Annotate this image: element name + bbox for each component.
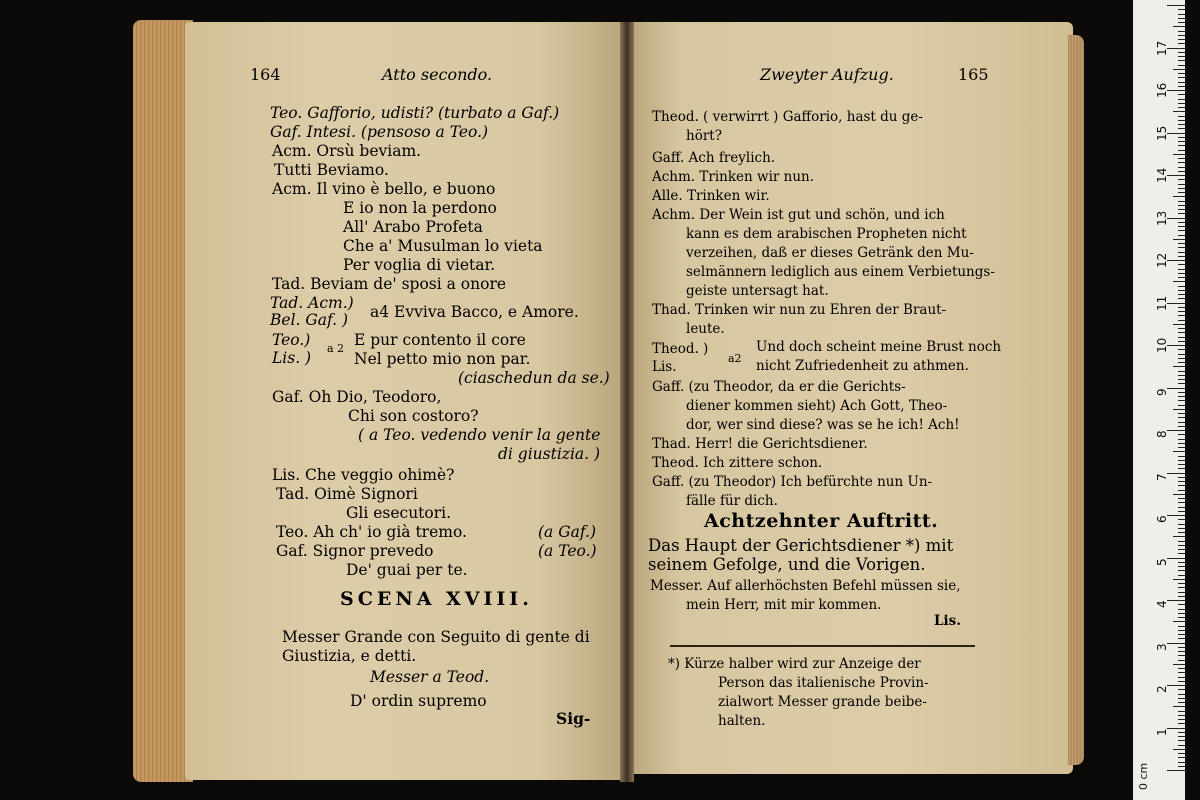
ruler-tick	[1178, 332, 1185, 333]
ruler-tick	[1173, 26, 1185, 27]
text-line: Gli esecutori.	[346, 504, 452, 522]
ruler-tick	[1178, 456, 1185, 457]
ruler-tick	[1167, 90, 1185, 91]
ruler-tick	[1178, 507, 1185, 508]
ruler-tick	[1173, 366, 1185, 367]
ruler-tick	[1178, 723, 1185, 724]
ruler-number: 11	[1155, 295, 1169, 311]
text-line: Gaf. Oh Dio, Teodoro,	[272, 388, 442, 406]
ruler-tick	[1178, 528, 1185, 529]
ruler-tick	[1178, 396, 1185, 397]
ruler-tick	[1178, 52, 1185, 53]
stage-line: Giustizia, e detti.	[282, 647, 417, 665]
ruler-tick	[1178, 745, 1185, 746]
ruler-tick	[1178, 311, 1185, 312]
text-line: Tad. Beviam de' sposi a onore	[272, 275, 507, 293]
ruler-tick	[1178, 626, 1185, 627]
scene-line: seinem Gefolge, und die Vorigen.	[648, 555, 926, 574]
ruler-tick	[1178, 464, 1185, 465]
ruler-tick	[1167, 600, 1185, 601]
ruler-tick	[1178, 243, 1185, 244]
ruler-tick	[1178, 337, 1185, 338]
scene-line: Messer. Auf allerhöchsten Befehl müssen sie,	[650, 578, 961, 594]
ruler-tick	[1178, 485, 1185, 486]
ruler-tick	[1178, 269, 1185, 270]
text-line: Teo. Gafforio, udisti? (turbato a Gaf.)	[270, 104, 560, 122]
ruler-tick	[1167, 133, 1185, 134]
ruler-tick	[1178, 209, 1185, 210]
ruler-tick	[1178, 354, 1185, 355]
ruler-tick	[1178, 468, 1185, 469]
ruler-tick	[1178, 511, 1185, 512]
ruler-tick	[1178, 294, 1185, 295]
ruler-tick	[1178, 201, 1185, 202]
ruler-tick	[1178, 413, 1185, 414]
ruler-tick	[1173, 154, 1185, 155]
running-head: Atto secondo.	[382, 65, 493, 84]
catchword: Sig-	[556, 709, 591, 728]
text-line: (ciaschedun da se.)	[458, 369, 610, 387]
scene-line: mein Herr, mit mir kommen.	[686, 597, 882, 613]
text-line: Teo.)	[272, 331, 311, 349]
ruler-tick	[1178, 502, 1185, 503]
ruler-tick	[1178, 116, 1185, 117]
ruler-tick	[1178, 286, 1185, 287]
ruler-tick	[1178, 35, 1185, 36]
ruler-number: 14	[1155, 167, 1169, 183]
text-line: leute.	[686, 321, 725, 337]
footnote-line: halten.	[718, 713, 766, 729]
ruler-tick	[1178, 77, 1185, 78]
text-line: Gaf. Signor prevedo	[276, 542, 434, 560]
ruler-tick	[1178, 86, 1185, 87]
ruler-tick	[1167, 175, 1185, 176]
text-line: Che a' Musulman lo vieta	[343, 237, 543, 255]
ruler-tick	[1178, 638, 1185, 639]
ruler-tick	[1178, 290, 1185, 291]
text-line: Theod. Ich zittere schon.	[652, 455, 823, 471]
text-line: verzeihen, daß er dieses Getränk den Mu-	[686, 245, 974, 261]
text-line: De' guai per te.	[346, 561, 468, 579]
text-line: selmännern lediglich aus einem Verbietungs-	[686, 264, 995, 280]
ruler-tick	[1178, 689, 1185, 690]
ruler-tick	[1178, 498, 1185, 499]
ruler-tick	[1178, 171, 1185, 172]
ruler-tick	[1167, 685, 1185, 686]
ruler-tick	[1167, 345, 1185, 346]
ruler-tick	[1178, 651, 1185, 652]
ruler-tick	[1178, 22, 1185, 23]
text-line: Thad. Herr! die Gerichtsdiener.	[652, 436, 868, 452]
text-line: E pur contento il core	[354, 331, 526, 349]
ruler-tick	[1178, 39, 1185, 40]
ruler-tick	[1178, 562, 1185, 563]
ruler-tick	[1178, 124, 1185, 125]
footnote-line: *) Kürze halber wird zur Anzeige der	[668, 656, 921, 672]
ruler-tick	[1178, 422, 1185, 423]
ruler-tick	[1178, 672, 1185, 673]
ruler-tick	[1167, 260, 1185, 261]
ruler-tick	[1178, 766, 1185, 767]
ruler-tick	[1178, 596, 1185, 597]
text-line: Per voglia di vietar.	[343, 256, 496, 274]
ruler-tick	[1178, 532, 1185, 533]
ruler-tick	[1178, 392, 1185, 393]
text-line: E io non la perdono	[343, 199, 497, 217]
ruler-tick	[1178, 519, 1185, 520]
text-line: fälle für dich.	[686, 493, 778, 509]
text-line: Und doch scheint meine Brust noch	[756, 339, 1002, 355]
page-number: 165	[958, 65, 989, 84]
ruler-tick	[1178, 371, 1185, 372]
ruler-tick	[1178, 9, 1185, 10]
ruler-tick	[1178, 150, 1185, 151]
ruler-tick	[1178, 158, 1185, 159]
text-line: nicht Zufriedenheit zu athmen.	[756, 358, 969, 374]
ruler-tick	[1173, 111, 1185, 112]
ruler-tick	[1178, 549, 1185, 550]
ruler-tick	[1167, 5, 1185, 6]
text-line: diener kommen sieht) Ach Gott, Theo-	[686, 398, 948, 414]
book-edge-right	[1068, 35, 1084, 765]
ruler-tick	[1167, 643, 1185, 644]
ruler-tick	[1178, 226, 1185, 227]
ruler-tick	[1178, 566, 1185, 567]
text-line: hört?	[686, 128, 722, 144]
text-line: a 2	[327, 342, 345, 355]
text-line: a2	[728, 352, 742, 365]
ruler-tick	[1178, 273, 1185, 274]
text-line: Chi son costoro?	[348, 407, 479, 425]
text-line: a4 Evviva Bacco, e Amore.	[370, 303, 579, 321]
ruler-tick	[1178, 541, 1185, 542]
ruler-tick	[1178, 230, 1185, 231]
ruler-tick	[1178, 137, 1185, 138]
text-line: Tutti Beviamo.	[274, 161, 389, 179]
text-line: (a Teo.)	[538, 542, 597, 560]
ruler-tick	[1178, 702, 1185, 703]
ruler-tick	[1178, 179, 1185, 180]
text-line: Acm. Il vino è bello, e buono	[272, 180, 496, 198]
ruler-tick	[1178, 604, 1185, 605]
ruler-tick	[1173, 196, 1185, 197]
ruler-tick	[1178, 315, 1185, 316]
ruler-tick	[1178, 213, 1185, 214]
ruler-tick	[1178, 73, 1185, 74]
ruler-tick	[1178, 434, 1185, 435]
ruler-tick	[1178, 681, 1185, 682]
ruler-tick	[1178, 14, 1185, 15]
ruler-tick	[1173, 664, 1185, 665]
ruler-tick	[1178, 740, 1185, 741]
text-line: geiste untersagt hat.	[686, 283, 829, 299]
ruler-tick	[1178, 762, 1185, 763]
ruler-tick	[1178, 162, 1185, 163]
ruler-tick	[1178, 141, 1185, 142]
ruler-tick	[1178, 524, 1185, 525]
text-line: Alle. Trinken wir.	[652, 188, 770, 204]
ruler-tick	[1178, 694, 1185, 695]
stage-line: D' ordin supremo	[350, 692, 487, 710]
ruler-tick	[1178, 362, 1185, 363]
ruler-number: 15	[1155, 125, 1169, 141]
ruler-tick	[1178, 443, 1185, 444]
ruler-tick	[1167, 303, 1185, 304]
ruler-tick	[1178, 583, 1185, 584]
ruler-tick	[1173, 451, 1185, 452]
ruler-tick	[1178, 417, 1185, 418]
text-line: Theod. ( verwirrt ) Gafforio, hast du ge-	[652, 109, 923, 125]
ruler-tick	[1167, 473, 1185, 474]
ruler-tick	[1178, 481, 1185, 482]
footnote-line: Person das italienische Provin-	[718, 675, 929, 691]
text-line: (a Gaf.)	[538, 523, 596, 541]
text-line: Bel. Gaf. )	[270, 311, 349, 329]
ruler-tick	[1178, 753, 1185, 754]
running-head: Zweyter Aufzug.	[760, 65, 894, 84]
ruler-tick	[1178, 167, 1185, 168]
ruler-tick	[1173, 324, 1185, 325]
ruler-tick	[1178, 617, 1185, 618]
ruler-tick	[1167, 515, 1185, 516]
ruler-number: 12	[1155, 252, 1169, 268]
ruler-tick	[1178, 400, 1185, 401]
text-line: di giustizia. )	[498, 445, 601, 463]
ruler-tick	[1178, 630, 1185, 631]
ruler-tick	[1167, 388, 1185, 389]
text-line: Gaff. (zu Theodor) Ich befürchte nun Un-	[652, 474, 933, 490]
ruler-tick	[1178, 609, 1185, 610]
book-edge-left	[133, 20, 193, 782]
ruler-number: 3	[1155, 642, 1169, 651]
ruler-tick	[1178, 660, 1185, 661]
ruler-tick	[1178, 341, 1185, 342]
text-line: Nel petto mio non par.	[354, 350, 531, 368]
scene-title: Achtzehnter Auftritt.	[704, 510, 939, 532]
ruler-tick	[1178, 107, 1185, 108]
ruler-number: 16	[1155, 82, 1169, 98]
book-gutter	[620, 22, 634, 782]
ruler-tick	[1173, 281, 1185, 282]
ruler-tick	[1178, 405, 1185, 406]
ruler-number: 7	[1155, 472, 1169, 481]
ruler-tick	[1178, 320, 1185, 321]
ruler-tick	[1178, 447, 1185, 448]
ruler-tick	[1178, 575, 1185, 576]
ruler-tick	[1178, 307, 1185, 308]
ruler-tick	[1178, 477, 1185, 478]
ruler-tick	[1178, 192, 1185, 193]
ruler-tick	[1173, 494, 1185, 495]
text-line: Lis.	[652, 359, 677, 375]
footnote-line: zialwort Messer grande beibe-	[718, 694, 927, 710]
ruler-tick	[1167, 558, 1185, 559]
ruler-number: 8	[1155, 430, 1169, 438]
text-line: Tad. Oimè Signori	[276, 485, 418, 503]
ruler-number: 6	[1155, 515, 1169, 523]
ruler-tick	[1178, 120, 1185, 121]
ruler-tick	[1178, 698, 1185, 699]
ruler-tick	[1178, 252, 1185, 253]
page-number: 164	[250, 65, 281, 84]
stage-line: Messer a Teod.	[370, 668, 490, 686]
text-line: dor, wer sind diese? was se he ich! Ach!	[686, 417, 960, 433]
ruler-tick	[1178, 587, 1185, 588]
ruler-tick	[1167, 430, 1185, 431]
ruler-tick	[1178, 490, 1185, 491]
ruler-tick	[1178, 592, 1185, 593]
ruler-tick	[1173, 706, 1185, 707]
ruler-tick	[1178, 736, 1185, 737]
ruler-tick	[1178, 31, 1185, 32]
ruler-number: 1	[1155, 727, 1169, 736]
ruler-tick	[1167, 218, 1185, 219]
ruler-tick	[1178, 711, 1185, 712]
measuring-ruler: 1 2 3 4 5 6 7 8 9 10 11 12 13 14 15 16 17 0 cm	[1133, 0, 1185, 800]
ruler-tick	[1178, 103, 1185, 104]
ruler-tick	[1178, 553, 1185, 554]
ruler-tick	[1167, 770, 1185, 771]
ruler-tick	[1178, 715, 1185, 716]
scene-title: SCENA XVIII.	[340, 588, 533, 610]
ruler-tick	[1178, 128, 1185, 129]
ruler-number: 4	[1155, 600, 1169, 608]
ruler-tick	[1178, 65, 1185, 66]
ruler-tick	[1178, 235, 1185, 236]
ruler-tick	[1178, 277, 1185, 278]
ruler-tick	[1178, 349, 1185, 350]
ruler-tick	[1178, 634, 1185, 635]
catchword: Lis.	[934, 613, 961, 629]
ruler-tick	[1178, 60, 1185, 61]
text-line: Acm. Orsù beviam.	[272, 142, 422, 160]
text-line: All' Arabo Profeta	[343, 218, 483, 236]
ruler-tick	[1178, 439, 1185, 440]
ruler-tick	[1178, 184, 1185, 185]
ruler-tick	[1173, 409, 1185, 410]
text-line: Lis. )	[272, 349, 312, 367]
text-line: Teo. Ah ch' io già tremo.	[276, 523, 467, 541]
ruler-number: 9	[1155, 387, 1169, 396]
ruler-tick	[1178, 375, 1185, 376]
ruler-tick	[1178, 94, 1185, 95]
ruler-tick	[1167, 728, 1185, 729]
ruler-tick	[1173, 621, 1185, 622]
ruler-number: 5	[1155, 557, 1169, 566]
ruler-tick	[1173, 239, 1185, 240]
ruler-tick	[1178, 732, 1185, 733]
text-line: ( a Teo. vedendo venir la gente	[358, 426, 601, 444]
ruler-tick	[1173, 749, 1185, 750]
ruler-tick	[1178, 570, 1185, 571]
ruler-tick	[1178, 43, 1185, 44]
text-line: Achm. Der Wein ist gut und schön, und ich	[652, 207, 945, 223]
ruler-tick	[1178, 613, 1185, 614]
text-line: Achm. Trinken wir nun.	[652, 169, 815, 185]
ruler-tick	[1178, 328, 1185, 329]
ruler-tick	[1178, 460, 1185, 461]
ruler-tick	[1178, 647, 1185, 648]
ruler-tick	[1178, 379, 1185, 380]
ruler-number: 17	[1155, 40, 1169, 56]
ruler-tick	[1173, 69, 1185, 70]
stage-line: Messer Grande con Seguito di gente di	[282, 628, 590, 646]
ruler-tick	[1178, 222, 1185, 223]
ruler-tick	[1178, 145, 1185, 146]
ruler-tick	[1178, 298, 1185, 299]
ruler-tick	[1178, 56, 1185, 57]
text-line: Gaff. Ach freylich.	[652, 150, 776, 166]
ruler-tick	[1178, 358, 1185, 359]
scene-line: Das Haupt der Gerichtsdiener *) mit	[648, 536, 954, 555]
ruler-number: 2	[1155, 685, 1169, 693]
ruler-tick	[1178, 264, 1185, 265]
ruler-tick	[1178, 99, 1185, 100]
ruler-tick	[1178, 205, 1185, 206]
ruler-tick	[1178, 383, 1185, 384]
text-line: Thad. Trinken wir nun zu Ehren der Braut-	[652, 302, 947, 318]
text-line: Gaff. (zu Theodor, da er die Gerichts-	[652, 379, 906, 395]
ruler-tick	[1178, 757, 1185, 758]
ruler-tick	[1167, 48, 1185, 49]
text-line: Tad. Acm.)	[270, 294, 354, 312]
ruler-number: 10	[1155, 337, 1169, 353]
ruler-tick	[1178, 426, 1185, 427]
ruler-tick	[1178, 82, 1185, 83]
ruler-tick	[1178, 719, 1185, 720]
ruler-tick	[1173, 536, 1185, 537]
footnote-rule	[670, 645, 975, 647]
ruler-tick	[1178, 247, 1185, 248]
ruler-tick	[1178, 668, 1185, 669]
ruler-tick	[1178, 655, 1185, 656]
text-line: Gaf. Intesi. (pensoso a Teo.)	[270, 123, 489, 141]
ruler-number: 13	[1155, 210, 1169, 226]
ruler-tick	[1178, 18, 1185, 19]
text-line: Theod. )	[652, 341, 709, 357]
text-line: Lis. Che veggio ohimè?	[272, 466, 455, 484]
text-line: kann es dem arabischen Propheten nicht	[686, 226, 967, 242]
ruler-tick	[1173, 579, 1185, 580]
ruler-tick	[1178, 188, 1185, 189]
ruler-tick	[1178, 677, 1185, 678]
ruler-tick	[1178, 545, 1185, 546]
ruler-tick	[1178, 256, 1185, 257]
